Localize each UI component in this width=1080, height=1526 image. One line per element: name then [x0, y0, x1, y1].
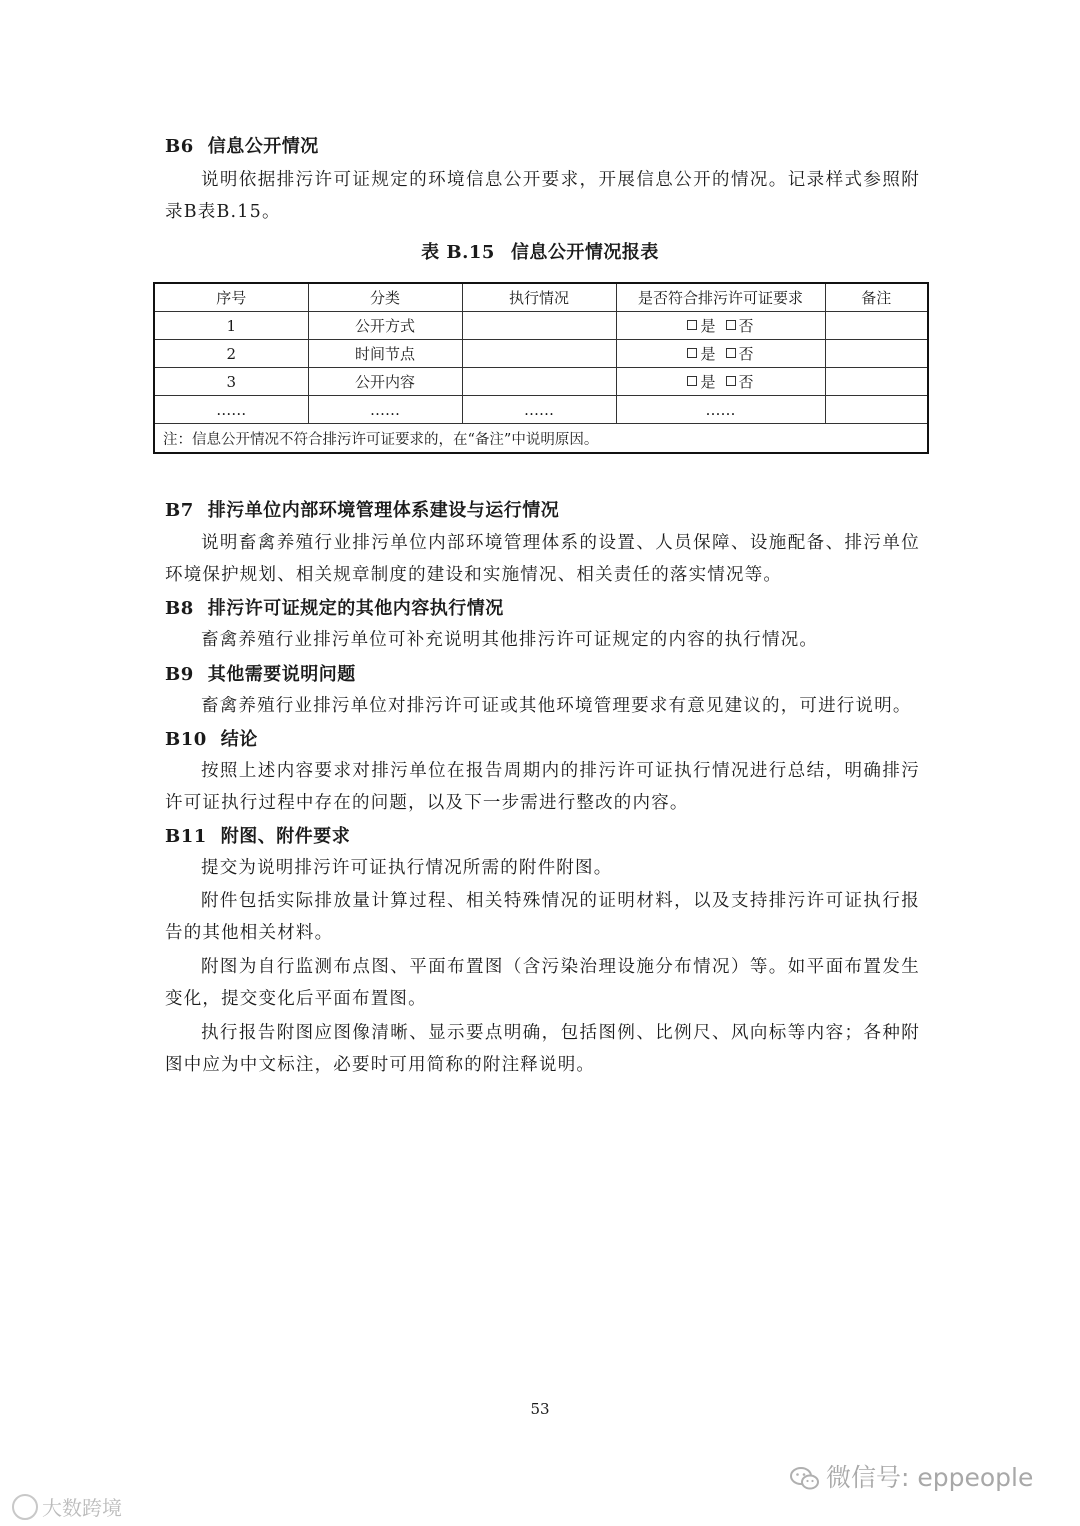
option-no: 否 [738, 345, 754, 363]
section-number: B6 [165, 136, 194, 157]
row-remark [825, 312, 928, 340]
wechat-icon [790, 1466, 820, 1492]
option-yes: 是 [700, 317, 716, 335]
section-title: 排污单位内部环境管理体系建设与运行情况 [207, 500, 560, 521]
option-no: 否 [738, 373, 754, 391]
section-b10-paragraph: 按照上述内容要求对排污单位在报告周期内的排污许可证执行情况进行总结，明确排污许可证执行过程中存在的问题，以及下一步需进行整改的内容。 [165, 761, 920, 813]
watermark-right-text: 微信号: eppeople [826, 1463, 1034, 1492]
table-row [154, 340, 928, 368]
row-category: 公开内容 [308, 368, 462, 396]
watermark-left [12, 1492, 122, 1521]
section-b8-paragraph: 畜禽养殖行业排污单位可补充说明其他排污许可证规定的内容的执行情况。 [201, 630, 819, 650]
watermark-left-text: 大数跨境 [42, 1496, 122, 1520]
section-b6-heading [165, 132, 319, 158]
option-yes: 是 [700, 373, 716, 391]
section-b11-heading [165, 822, 350, 848]
ellipsis-cell: …… [154, 396, 308, 424]
header-cell: 是否符合排污许可证要求 [616, 283, 825, 312]
checkbox-icon[interactable] [726, 348, 736, 358]
table-row-ellipsis [154, 396, 928, 424]
section-b11-paragraph-4: 执行报告附图应图像清晰、显示要点明确，包括图例、比例尺、风向标等内容；各种附图中应为中文标注，必要时可用简称的附注释说明。 [165, 1023, 920, 1075]
section-title: 排污许可证规定的其他内容执行情况 [207, 598, 504, 619]
section-b11-paragraph-2: 附件包括实际排放量计算过程、相关特殊情况的证明材料，以及支持排污许可证执行报告的其他相关材料。 [165, 891, 920, 943]
section-b7-heading [165, 496, 559, 522]
row-remark [825, 368, 928, 396]
section-number: B7 [165, 500, 194, 521]
checkbox-icon[interactable] [687, 320, 697, 330]
section-title: 信息公开情况 [207, 136, 319, 157]
section-b9-paragraph: 畜禽养殖行业排污单位对排污许可证或其他环境管理要求有意见建议的，可进行说明。 [201, 696, 912, 716]
row-number: 3 [154, 368, 308, 396]
row-status [462, 368, 616, 396]
watermark-right [790, 1458, 1033, 1494]
row-compliance [616, 340, 825, 368]
ellipsis-cell: …… [462, 396, 616, 424]
table-header-row [154, 283, 928, 312]
section-b6-paragraph: 说明依据排污许可证规定的环境信息公开要求，开展信息公开的情况。记录样式参照附录B表B.15。 [165, 170, 920, 222]
checkbox-icon[interactable] [687, 376, 697, 386]
row-number: 1 [154, 312, 308, 340]
section-number: B8 [165, 598, 194, 619]
section-number: B10 [165, 729, 207, 750]
page-number: 53 [530, 1400, 550, 1418]
row-category: 公开方式 [308, 312, 462, 340]
checkbox-icon[interactable] [687, 348, 697, 358]
header-cell: 分类 [308, 283, 462, 312]
table-caption-label: 表 B.15 [421, 242, 495, 263]
section-b7-paragraph: 说明畜禽养殖行业排污单位内部环境管理体系的设置、人员保障、设施配备、排污单位环境保护规划、相关规章制度的建设和实施情况、相关责任的落实情况等。 [165, 533, 920, 585]
row-status [462, 340, 616, 368]
checkbox-icon[interactable] [726, 320, 736, 330]
section-title: 结论 [220, 729, 258, 750]
brand-logo-icon [12, 1494, 38, 1520]
header-cell: 备注 [825, 283, 928, 312]
ellipsis-cell [825, 396, 928, 424]
table-row [154, 368, 928, 396]
section-b8-heading [165, 594, 504, 620]
option-yes: 是 [700, 345, 716, 363]
table-caption-title: 信息公开情况报表 [510, 242, 659, 263]
ellipsis-cell: …… [308, 396, 462, 424]
section-b9-heading [165, 660, 356, 686]
option-no: 否 [738, 317, 754, 335]
table-note-row [154, 424, 928, 454]
header-cell: 序号 [154, 283, 308, 312]
row-compliance [616, 312, 825, 340]
section-number: B11 [165, 826, 207, 847]
section-title: 其他需要说明问题 [207, 664, 356, 685]
row-status [462, 312, 616, 340]
section-b11-paragraph-1: 提交为说明排污许可证执行情况所需的附件附图。 [201, 858, 613, 878]
row-compliance [616, 368, 825, 396]
row-category: 时间节点 [308, 340, 462, 368]
section-number: B9 [165, 664, 194, 685]
info-disclosure-table [153, 282, 929, 454]
ellipsis-cell: …… [616, 396, 825, 424]
section-b10-heading [165, 725, 258, 751]
table-row [154, 312, 928, 340]
row-remark [825, 340, 928, 368]
table-note: 注：信息公开情况不符合排污许可证要求的，在“备注”中说明原因。 [154, 424, 928, 454]
header-cell: 执行情况 [462, 283, 616, 312]
checkbox-icon[interactable] [726, 376, 736, 386]
row-number: 2 [154, 340, 308, 368]
section-title: 附图、附件要求 [220, 826, 351, 847]
section-b11-paragraph-3: 附图为自行监测布点图、平面布置图（含污染治理设施分布情况）等。如平面布置发生变化，提交变化后平面布置图。 [165, 957, 920, 1009]
table-caption [0, 238, 1080, 264]
